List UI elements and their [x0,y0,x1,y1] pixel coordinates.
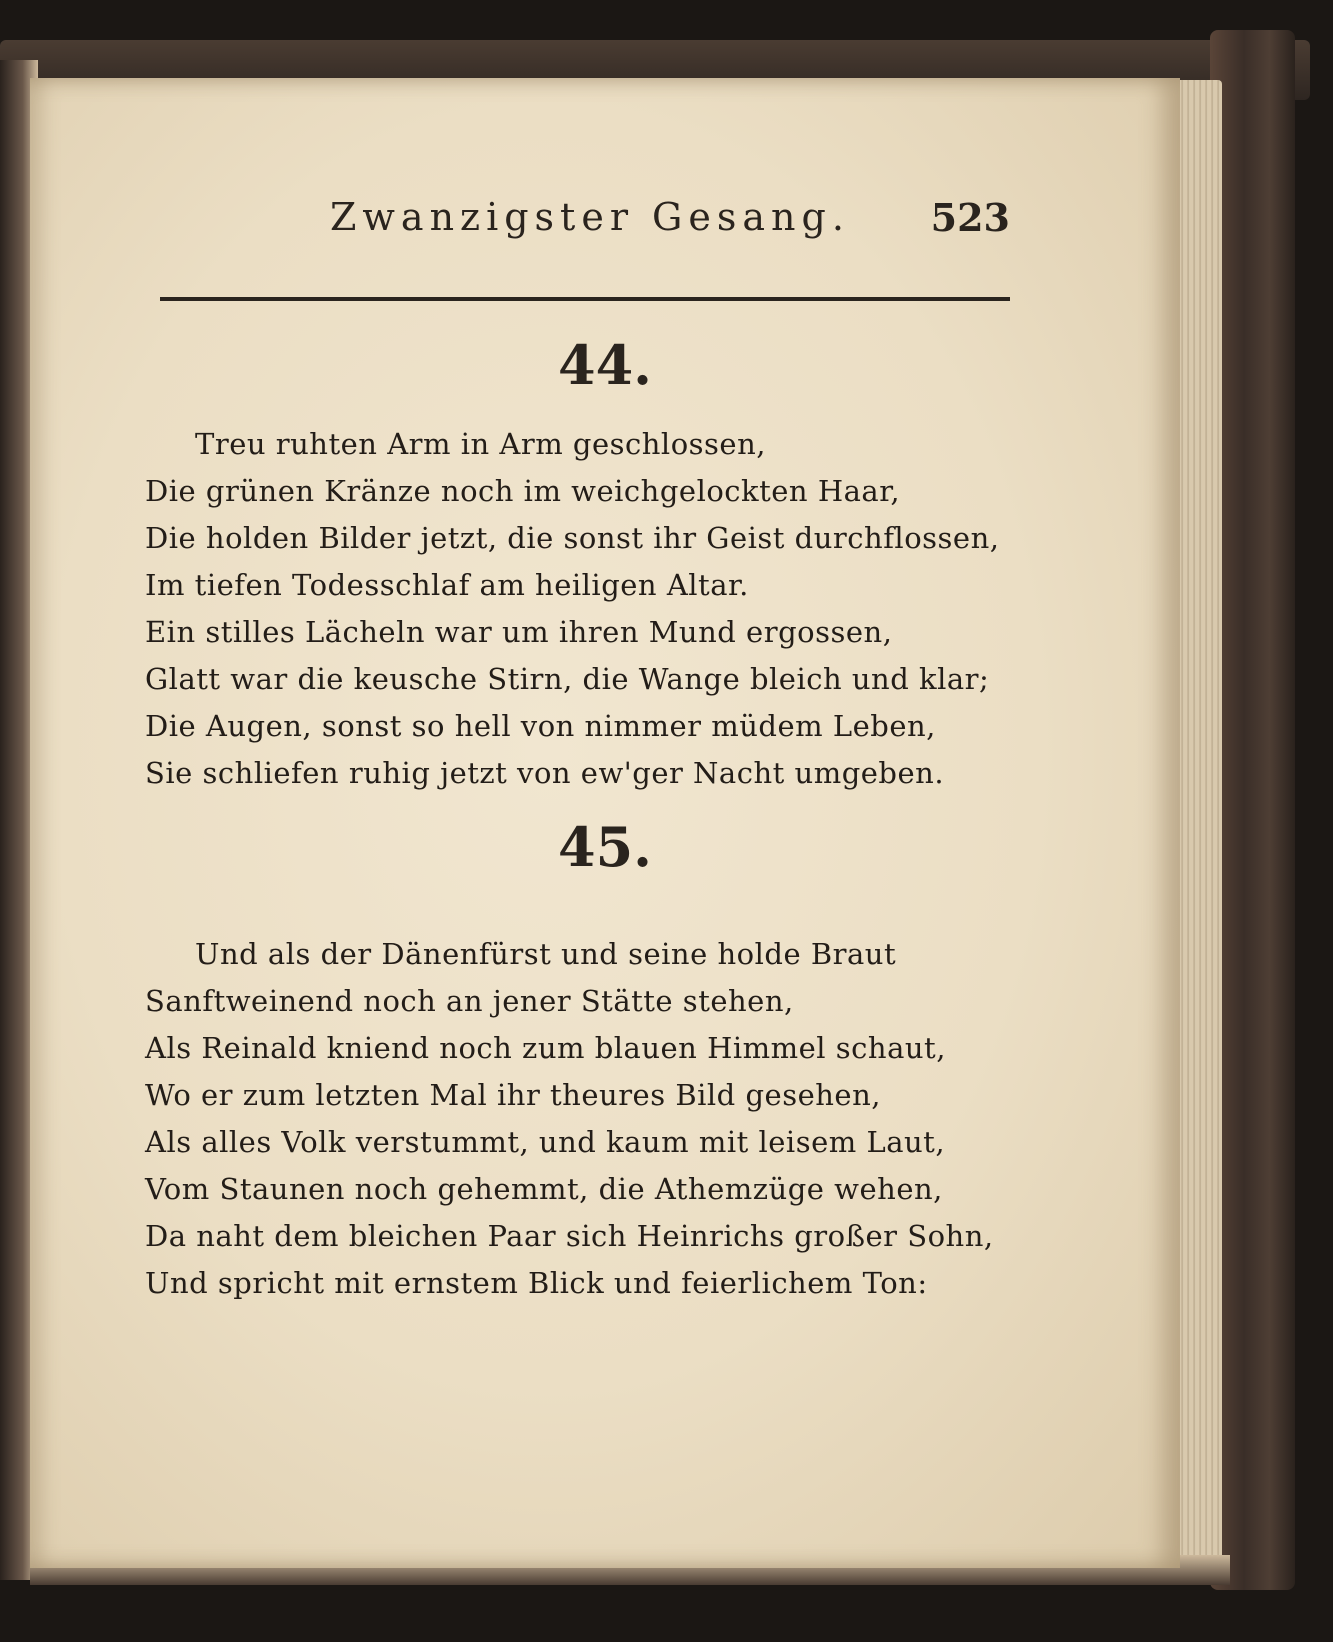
verse-line: Sanftweinend noch an jener Stätte stehen, [145,984,794,1018]
verse-line: Treu ruhten Arm in Arm geschlossen, [195,427,766,461]
verse-line: Und spricht mit ernstem Blick und feierlichem Ton: [145,1266,928,1300]
page-header [330,195,1010,255]
header-rule [160,297,1010,301]
stanza-number-44: 44. [558,333,652,397]
verse-line: Als Reinald kniend noch zum blauen Himmel schaut, [145,1031,946,1065]
stanza-44 [145,421,1025,797]
book-page [30,78,1180,1568]
verse-line: Die grünen Kränze noch im weichgelockten Haar, [145,474,901,508]
verse-line: Da naht dem bleichen Paar sich Heinrichs großer Sohn, [145,1219,994,1253]
verse-line: Glatt war die keusche Stirn, die Wange bleich und klar; [145,662,990,696]
verse-line: Die holden Bilder jetzt, die sonst ihr Geist durchflossen, [145,521,1000,555]
verse-line: Wo er zum letzten Mal ihr theures Bild gesehen, [145,1078,881,1112]
verse-line: Die Augen, sonst so hell von nimmer müdem Leben, [145,709,936,743]
running-title: Zwanzigster Gesang. [330,195,850,239]
verse-line: Sie schliefen ruhig jetzt von ew'ger Nacht umgeben. [145,756,945,790]
book-spine-right [1210,30,1295,1590]
stanza-45 [145,931,1025,1307]
verse-line: Und als der Dänenfürst und seine holde Braut [195,937,897,971]
page-number: 523 [930,195,1010,240]
verse-line: Vom Staunen noch gehemmt, die Athemzüge wehen, [145,1172,943,1206]
verse-line: Im tiefen Todesschlaf am heiligen Altar. [145,568,749,602]
verse-line: Als alles Volk verstummt, und kaum mit leisem Laut, [145,1125,946,1159]
verse-line: Ein stilles Lächeln war um ihren Mund ergossen, [145,615,893,649]
stanza-number-45: 45. [558,815,652,879]
